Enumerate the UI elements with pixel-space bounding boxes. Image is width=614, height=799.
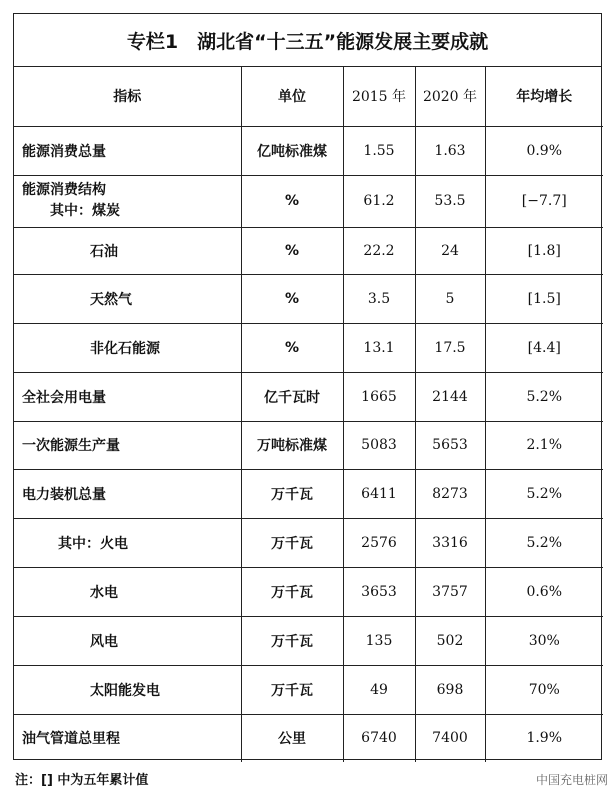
row-growth: 0.9% <box>485 126 603 175</box>
row-unit: % <box>241 227 343 274</box>
table-row <box>14 274 603 323</box>
row-growth: 2.1% <box>485 421 603 469</box>
row-2020: 3316 <box>415 518 485 567</box>
table-row <box>14 421 603 469</box>
row-unit: % <box>241 274 343 323</box>
row-2015: 1.55 <box>343 126 415 175</box>
row-growth: 0.6% <box>485 567 603 616</box>
row-2020: 7400 <box>415 714 485 762</box>
row-name: 能源消费结构 <box>22 182 106 198</box>
row-2020: 698 <box>415 665 485 714</box>
row-unit: % <box>241 323 343 372</box>
row-growth: [4.4] <box>485 323 603 372</box>
row-growth: 5.2% <box>485 372 603 421</box>
row-2020: 5653 <box>415 421 485 469</box>
row-unit: 万千瓦 <box>241 567 343 616</box>
row-2015: 3.5 <box>343 274 415 323</box>
row-name: 其中：火电 <box>14 518 241 567</box>
table-frame <box>13 13 602 760</box>
row-growth: [−7.7] <box>485 175 603 227</box>
row-2015: 22.2 <box>343 227 415 274</box>
row-name: 全社会用电量 <box>14 372 241 421</box>
row-name: 水电 <box>14 567 241 616</box>
row-name: 一次能源生产量 <box>14 421 241 469</box>
table-row <box>14 665 603 714</box>
header-2015: 2015 年 <box>343 67 415 126</box>
row-growth: [1.8] <box>485 227 603 274</box>
row-2020: 2144 <box>415 372 485 421</box>
row-growth: 70% <box>485 665 603 714</box>
row-2015: 2576 <box>343 518 415 567</box>
row-2020: 1.63 <box>415 126 485 175</box>
page-title: 专栏1 湖北省“十三五”能源发展主要成就 <box>14 14 601 67</box>
header-2020: 2020 年 <box>415 67 485 126</box>
header-growth: 年均增长 <box>485 67 603 126</box>
row-unit: 万千瓦 <box>241 616 343 665</box>
row-name: 非化石能源 <box>14 323 241 372</box>
row-2015: 49 <box>343 665 415 714</box>
row-name: 太阳能发电 <box>14 665 241 714</box>
row-name: 天然气 <box>14 274 241 323</box>
row-unit: 万吨标准煤 <box>241 421 343 469</box>
row-unit: 公里 <box>241 714 343 762</box>
table-header-row <box>14 67 603 126</box>
row-unit: 亿吨标准煤 <box>241 126 343 175</box>
row-name: 风电 <box>14 616 241 665</box>
row-2020: 502 <box>415 616 485 665</box>
table-row <box>14 567 603 616</box>
table-row <box>14 126 603 175</box>
row-unit: 万千瓦 <box>241 518 343 567</box>
footnote: 注：[] 中为五年累计值 <box>15 773 149 788</box>
table-row <box>14 518 603 567</box>
row-unit: 万千瓦 <box>241 469 343 518</box>
row-2020: 17.5 <box>415 323 485 372</box>
row-2015: 135 <box>343 616 415 665</box>
row-name: 石油 <box>14 227 241 274</box>
row-2020: 3757 <box>415 567 485 616</box>
row-unit: 亿千瓦时 <box>241 372 343 421</box>
row-growth: 1.9% <box>485 714 603 762</box>
header-indicator: 指标 <box>14 67 241 126</box>
row-2020: 53.5 <box>415 175 485 227</box>
row-2020: 5 <box>415 274 485 323</box>
row-2015: 13.1 <box>343 323 415 372</box>
row-2015: 6740 <box>343 714 415 762</box>
row-2015: 3653 <box>343 567 415 616</box>
table-row <box>14 323 603 372</box>
row-2020: 8273 <box>415 469 485 518</box>
row-growth: 5.2% <box>485 518 603 567</box>
row-name: 油气管道总里程 <box>14 714 241 762</box>
table-row <box>14 175 603 227</box>
row-name-cell <box>14 175 241 227</box>
table-row <box>14 469 603 518</box>
row-2015: 61.2 <box>343 175 415 227</box>
row-growth: 5.2% <box>485 469 603 518</box>
row-2015: 5083 <box>343 421 415 469</box>
row-unit: 万千瓦 <box>241 665 343 714</box>
row-2015: 1665 <box>343 372 415 421</box>
row-growth: [1.5] <box>485 274 603 323</box>
row-growth: 30% <box>485 616 603 665</box>
row-unit: % <box>241 175 343 227</box>
table-row <box>14 714 603 762</box>
watermark: 中国充电桩网 <box>535 773 608 787</box>
row-name: 能源消费总量 <box>14 126 241 175</box>
row-name: 电力装机总量 <box>14 469 241 518</box>
table-row <box>14 372 603 421</box>
header-unit: 单位 <box>241 67 343 126</box>
table-row <box>14 227 603 274</box>
table-row <box>14 616 603 665</box>
row-2020: 24 <box>415 227 485 274</box>
row-2015: 6411 <box>343 469 415 518</box>
data-table <box>14 67 603 762</box>
row-subname: 其中：煤炭 <box>50 203 120 219</box>
